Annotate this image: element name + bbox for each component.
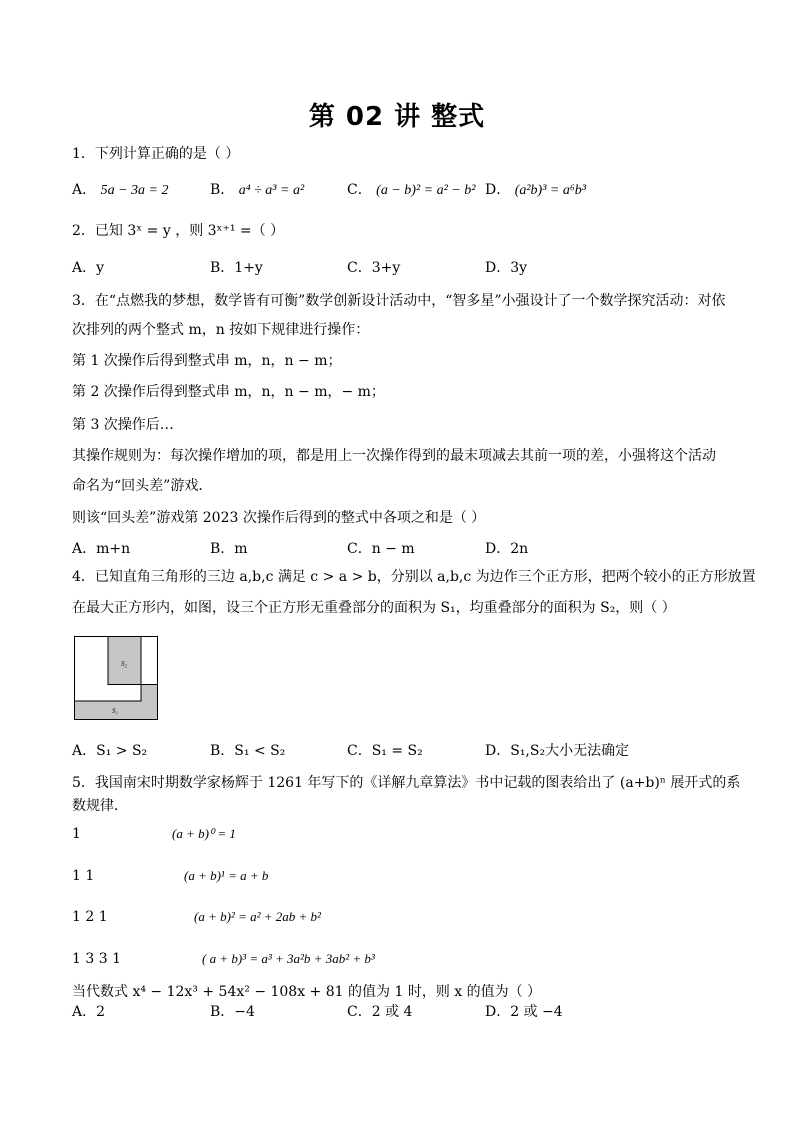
q3-line-7: 命名为“回头差”游戏． [72, 478, 213, 494]
q1-option-c[interactable] [347, 180, 475, 201]
q1-option-d-label: D． [485, 182, 511, 198]
q3-line-5: 第 3 次操作后… [72, 417, 174, 433]
q4-option-d[interactable]: D．S₁,S₂大小无法确定 [485, 743, 630, 759]
q5-line-2: 数规律． [72, 798, 128, 814]
page-title: 第 02 讲 整式 [308, 102, 486, 132]
binomial-expansion: (a + b)⁰ = 1 [172, 826, 236, 841]
q3-line-4: 第 2 次操作后得到整式串 m，n，n − m，− m； [72, 384, 385, 400]
q3-option-d[interactable]: D．2n [485, 541, 529, 557]
pascal-coefficients: 1 1 [72, 868, 95, 884]
q4-option-b[interactable]: B．S₁ < S₂ [210, 743, 286, 759]
q1-option-b-label: B． [210, 182, 235, 198]
q1-option-c-expr: (a − b)² = a² − b² [376, 183, 476, 198]
q5-option-b[interactable]: B．−4 [210, 1004, 255, 1020]
q3-line-1: 3．在“点燃我的梦想，数学皆有可衡”数学创新设计活动中，“智多星”小强设计了一个数学探究活动：对依 [72, 293, 726, 309]
q2-option-a[interactable]: A．y [72, 260, 105, 276]
binomial-expansion: (a + b)² = a² + 2ab + b² [194, 909, 321, 924]
q3-option-c[interactable]: C．n − m [347, 541, 415, 557]
figure-label-s2: S₂ [121, 660, 127, 668]
q1-option-b[interactable] [210, 180, 304, 201]
q2-option-b[interactable]: B．1+y [210, 260, 263, 276]
q4-option-c[interactable]: C．S₁ = S₂ [347, 743, 423, 759]
q1-option-a[interactable] [72, 180, 168, 201]
q3-line-2: 次排列的两个整式 m，n 按如下规律进行操作： [72, 322, 370, 338]
q3-line-3: 第 1 次操作后得到整式串 m，n，n − m； [72, 353, 342, 369]
pascal-coefficients: 1 2 1 [72, 909, 108, 925]
q4-line-2: 在最大正方形内，如图，设三个正方形无重叠部分的面积为 S₁，均重叠部分的面积为 S₂，则（ ） [72, 600, 676, 616]
q2-stem: 2．已知 3ˣ = y ，则 3ˣ⁺¹ =（ ） [72, 223, 285, 239]
q1-option-b-expr: a⁴ ÷ a³ = a² [238, 183, 305, 198]
q1-option-a-expr: 5a − 3a = 2 [100, 183, 169, 198]
q3-option-a[interactable]: A．m+n [72, 541, 131, 557]
squares-figure [74, 636, 158, 720]
pascal-coefficients: 1 3 3 1 [72, 951, 121, 967]
q1-option-c-label: C． [347, 182, 372, 198]
pascal-coefficients: 1 [72, 826, 81, 842]
q1-stem: 1．下列计算正确的是（ ） [72, 146, 240, 162]
q5-line-1: 5．我国南宋时期数学家杨辉于 1261 年写下的《详解九章算法》书中记载的图表给出了 (a+b)ⁿ 展开式的系 [72, 775, 741, 791]
q5-line-3: 当代数式 x⁴ − 12x³ + 54x² − 108x + 81 的值为 1 时，则 x 的值为（ ） [72, 984, 542, 1000]
q2-option-c[interactable]: C．3+y [347, 260, 401, 276]
q5-option-d[interactable]: D．2 或 −4 [485, 1004, 563, 1020]
binomial-expansion: (a + b)¹ = a + b [184, 868, 269, 883]
q3-line-6: 其操作规则为：每次操作增加的项，都是用上一次操作得到的最末项减去其前一项的差，小强将这个活动 [72, 448, 716, 464]
q3-line-8: 则该“回头差”游戏第 2023 次操作后得到的整式中各项之和是（ ） [72, 510, 486, 526]
pascal-row [72, 951, 121, 967]
q5-option-c[interactable]: C．2 或 4 [347, 1004, 413, 1020]
q5-option-a[interactable]: A．2 [72, 1004, 106, 1020]
q3-option-b[interactable]: B．m [210, 541, 248, 557]
figure-label-s1: S₁ [112, 707, 118, 715]
q4-option-a[interactable]: A．S₁ > S₂ [72, 743, 148, 759]
q4-line-1: 4．已知直角三角形的三边 a,b,c 满足 c > a > b，分别以 a,b,c 为边作三个正方形，把两个较小的正方形放置 [72, 569, 756, 585]
q1-option-d[interactable] [485, 180, 586, 201]
q2-option-d[interactable]: D．3y [485, 260, 528, 276]
pascal-row [72, 826, 81, 842]
pascal-row [72, 868, 94, 884]
pascal-row [72, 909, 108, 925]
uncovered-corner [141, 684, 158, 701]
q1-option-d-expr: (a²b)³ = a⁶b³ [514, 183, 586, 198]
binomial-expansion: ( a + b)³ = a³ + 3a²b + 3ab² + b³ [202, 951, 375, 966]
q1-option-a-label: A． [72, 182, 97, 198]
